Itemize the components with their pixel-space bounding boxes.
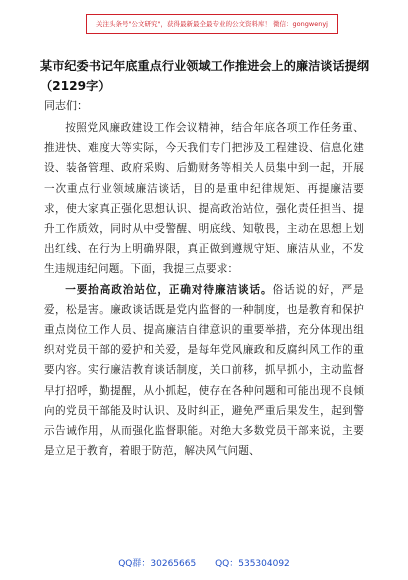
qq-group-number: QQ群：30265665 — [118, 559, 197, 569]
salutation: 同志们： — [44, 99, 88, 112]
contact-footer — [0, 558, 408, 570]
paragraph-intro: 按照党风廉政建设工作会议精神，结合年底各项工作任务重、推进快、难度大等实际，今天我们专门把涉及工程建设、信息化建设、装备管理、政府采购、后勤财务等相关人员集中到一起，开展一次重点行业领域廉洁谈话，目的是重申纪律规矩、再提廉洁要求，使大家真正强化思想认识、提高政治站位，强化责任担当、提升工作质效，同时从中受警醒、明底线、知敬畏，主动在思想上划出红线、在行为上明确界限，真正做到遵规守矩、廉洁从业，不发生违规违纪问题。下面，我提三点要求： — [44, 122, 364, 276]
qq-number: QQ：535304092 — [215, 559, 290, 569]
document-title: 某市纪委书记年底重点行业领域工作推进会上的廉洁谈话提纲（2129字） — [40, 59, 370, 93]
point-one-text: 俗话说的好，严是爱，松是害。廉政谈话既是党内监督的一种制度，也是教育和保护重点岗位工作人员、提高廉洁自律意识的重要举措，充分体现出组织对党员干部的爱护和关爱，是每年党风廉政和反腐纠风工作的重要内容。实行廉洁教育谈话制度，关口前移，抓早抓小，主动监督早打招呼，勤提醒，从小抓起，使存在各种问题和可能出现不良倾向的党员干部能及时认识、及时纠正，避免严重后果发生，起到警示告诫作用，从而强化监督职能。对绝大多数党员干部来说，主要是立足于教育，着眼于防范，解决风气问题、 — [44, 283, 364, 458]
promo-banner: 关注头条号"公文研究"，获得最新最全最专业的公文资料库！ 微信：gongwenyj — [86, 14, 338, 34]
document-body — [44, 118, 364, 461]
point-one-heading: 一要抬高政治站位，正确对待廉洁谈话。 — [65, 283, 273, 296]
paragraph-point-one — [44, 280, 364, 462]
